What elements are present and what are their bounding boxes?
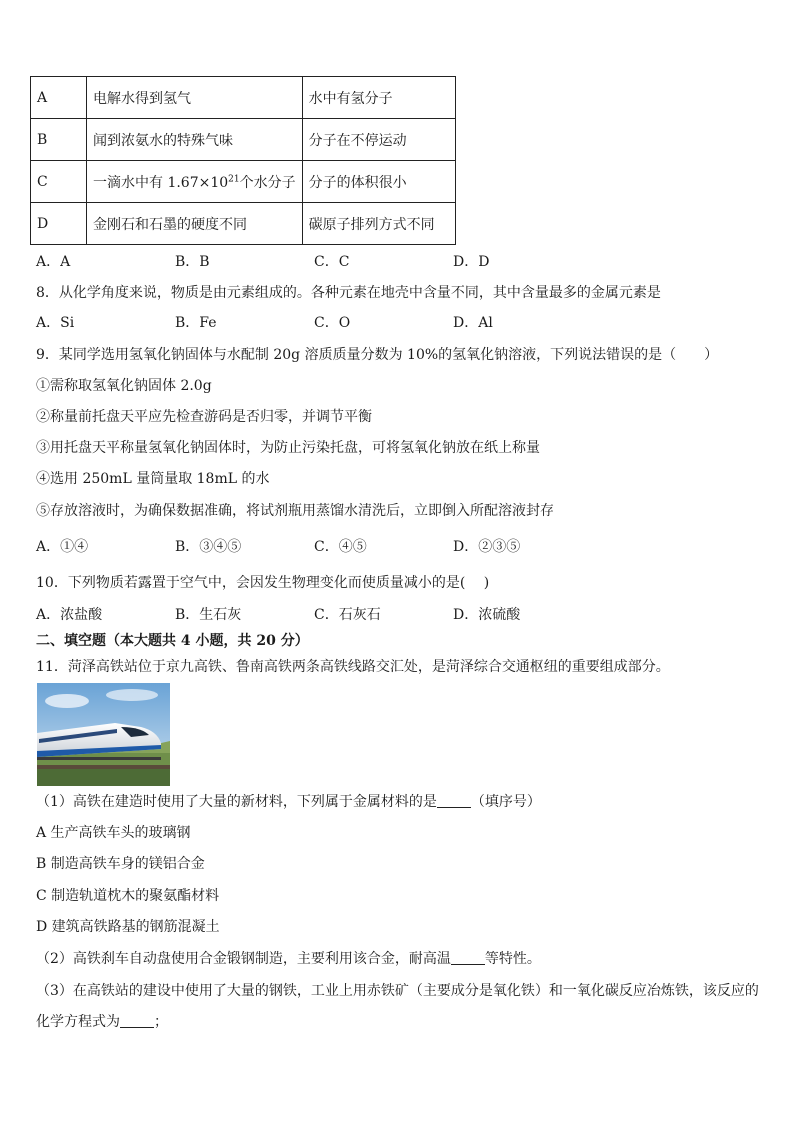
q10-option-c: C．石灰石 [314,607,381,623]
table-row [31,77,456,119]
sub3-text: ； [154,1014,168,1030]
q11-sub1 [36,792,541,812]
row-fact: 金刚石和石墨的硬度不同 [87,203,303,245]
q10-stem: 10．下列物质若露置于空气中，会因发生物理变化而使质量减小的是( ) [36,575,490,591]
q9-item-2: ②称量前托盘天平应先检查游码是否归零，并调节平衡 [36,409,372,425]
q9-option-d: D．②③⑤ [453,539,521,555]
q10-option-b: B．生石灰 [175,607,242,623]
row-letter: D [31,203,87,245]
q9-option-a: A．①④ [36,539,89,555]
sub1-text: （1）高铁在建造时使用了大量的新材料，下列属于金属材料的是 [36,794,437,810]
row-explanation: 水中有氢分子 [302,77,455,119]
q11-choice-b: B 制造高铁车身的镁铝合金 [36,856,205,872]
q9-item-3: ③用托盘天平称量氢氧化钠固体时，为防止污染托盘，可将氢氧化钠放在纸上称量 [36,440,540,456]
fact-exponent: 21 [228,173,240,184]
q11-sub3-line2 [36,1012,168,1032]
q9-item-1: ①需称取氢氧化钠固体 2.0g [36,378,212,394]
q9-stem: 9．某同学选用氢氧化钠固体与水配制 20g 溶质质量分数为 10%的氢氧化钠溶液，下列说法错误的是（ ） [36,347,719,363]
sub1-text: （填序号） [470,794,541,810]
q9-item-4: ④选用 250mL 量筒量取 18mL 的水 [36,471,270,487]
answer-blank[interactable] [437,793,471,808]
table-row [31,119,456,161]
q8-option-d: D．Al [453,315,493,331]
row-letter: B [31,119,87,161]
q11-choice-d: D 建筑高铁路基的钢筋混凝土 [36,919,220,935]
row-fact: 电解水得到氢气 [87,77,303,119]
q10-option-a: A．浓盐酸 [36,607,103,623]
q9-item-5: ⑤存放溶液时，为确保数据准确，将试剂瓶用蒸馏水清洗后，立即倒入所配溶液封存 [36,503,554,519]
q7-option-c: C．C [314,254,350,270]
q10-option-d: D．浓硫酸 [453,607,521,623]
row-letter: C [31,161,87,203]
q9-option-b: B．③④⑤ [175,539,242,555]
fact-text: 个水分子 [239,174,296,191]
q11-sub3-line1: （3）在高铁站的建设中使用了大量的钢铁，工业上用赤铁矿（主要成分是氧化铁）和一氧化碳反应冶炼铁，该反应的 [36,983,759,999]
table-row [31,203,456,245]
q8-option-c: C．O [314,315,351,331]
table-row [31,161,456,203]
q8-option-b: B．Fe [175,315,217,331]
q11-choice-c: C 制造轨道枕木的聚氨酯材料 [36,888,220,904]
q8-stem: 8．从化学角度来说，物质是由元素组成的。各种元素在地壳中含量不同，其中含量最多的金属元素是 [36,285,661,301]
fact-text: 一滴水中有 1.67×10 [93,174,229,191]
q11-stem: 11．菏泽高铁站位于京九高铁、鲁南高铁两条高铁线路交汇处，是菏泽综合交通枢纽的重要组成部分。 [36,659,670,675]
row-explanation: 分子在不停运动 [302,119,455,161]
q9-option-c: C．④⑤ [314,539,367,555]
answer-blank[interactable] [120,1013,154,1028]
q11-choice-a: A 生产高铁车头的玻璃钢 [36,825,191,841]
sub2-text: （2）高铁刹车自动盘使用合金锻钢制造，主要利用该合金，耐高温 [36,951,451,967]
sub3-text: 化学方程式为 [36,1014,120,1030]
q11-sub2 [36,949,541,969]
row-fact: 闻到浓氨水的特殊气味 [87,119,303,161]
q7-option-d: D．D [453,254,490,270]
answer-blank[interactable] [451,950,485,965]
q8-option-a: A．Si [36,315,75,331]
section-heading: 二、填空题（本大题共 4 小题，共 20 分） [36,633,309,649]
row-explanation: 碳原子排列方式不同 [302,203,455,245]
q7-option-b: B．B [175,254,210,270]
row-fact [87,161,303,203]
question-table [30,76,456,245]
train-photo [37,683,170,786]
q7-option-a: A．A [36,254,71,270]
row-letter: A [31,77,87,119]
sub2-text: 等特性。 [484,951,541,967]
row-explanation: 分子的体积很小 [302,161,455,203]
